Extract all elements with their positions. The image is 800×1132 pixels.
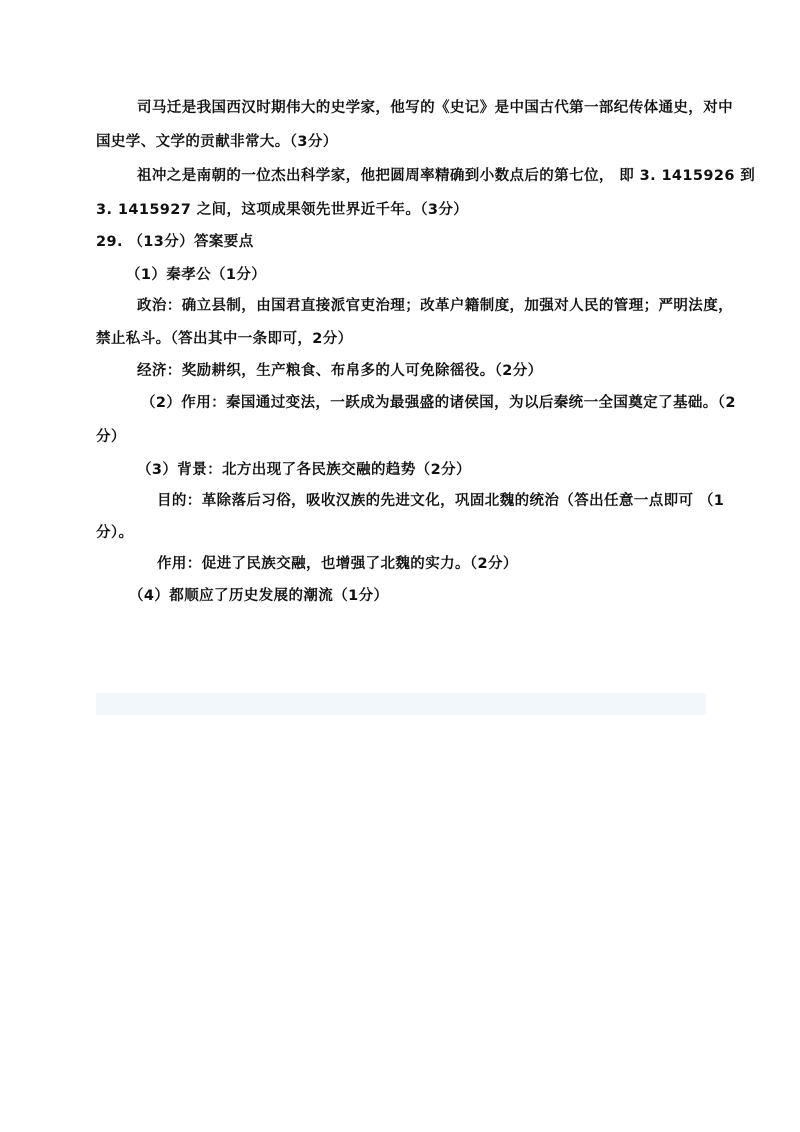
answer-2-line-1: （2）作用：秦国通过变法，一跃成为最强盛的诸侯国，为以后秦统一全国奠定了基础。（2 <box>141 395 736 411</box>
highlight-band <box>96 693 706 715</box>
paragraph-zu-chongzhi-line-2: 3. 1415927 之间，这项成果领先世界近千年。（3分） <box>96 202 469 218</box>
answer-3-purpose-line-1: 目的：革除落后习俗，吸收汉族的先进文化，巩固北魏的统治（答出任意一点即可 （1 <box>157 493 725 509</box>
paragraph-zu-chongzhi-line-1: 祖冲之是南朝的一位杰出科学家，他把圆周率精确到小数点后的第七位， 即 3. 1415926 到 <box>137 168 756 184</box>
answer-3-background: （3）背景：北方出现了各民族交融的趋势（2分） <box>137 462 471 478</box>
answer-2-line-2: 分） <box>96 429 126 445</box>
answer-4: （4）都顺应了历史发展的潮流（1分） <box>129 588 389 604</box>
answer-3-effect: 作用：促进了民族交融，也增强了北魏的实力。（2分） <box>157 556 518 572</box>
answer-1-heading: （1）秦孝公（1分） <box>126 267 267 283</box>
answer-1-politics-line-2: 禁止私斗。（答出其中一条即可，2分） <box>96 331 353 347</box>
answer-1-politics-line-1: 政治：确立县制，由国君直接派官吏治理；改革户籍制度，加强对人民的管理；严明法度， <box>137 298 733 314</box>
paragraph-sima-qian-line-1: 司马迁是我国西汉时期伟大的史学家，他写的《史记》是中国古代第一部纪传体通史，对中 <box>137 100 733 116</box>
question-29-heading: 29. （13分）答案要点 <box>96 234 254 250</box>
answer-3-purpose-line-2: 分）。 <box>96 525 134 541</box>
answer-1-economy: 经济：奖励耕织，生产粮食、布帛多的人可免除徭役。（2分） <box>137 363 543 379</box>
paragraph-sima-qian-line-2: 国史学、文学的贡献非常大。（3分） <box>96 134 338 150</box>
